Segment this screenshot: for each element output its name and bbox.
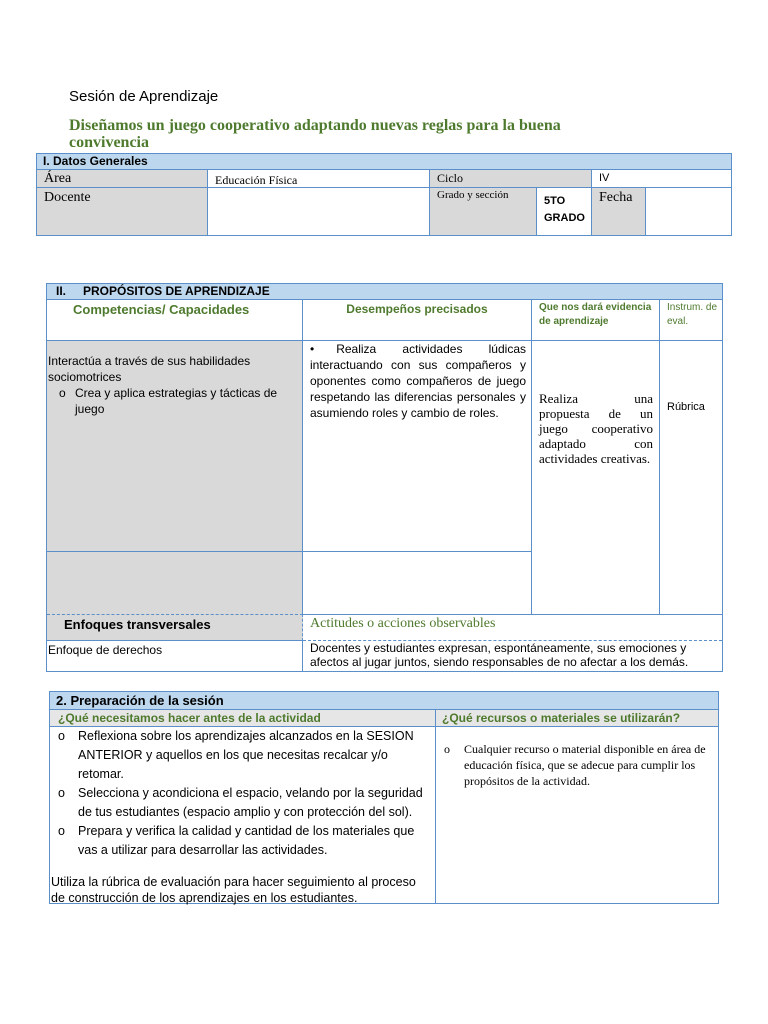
desempeno-text: • Realiza actividades lúdicas interactuando con sus compañeros y oponentes como compañeros de juego respetando las diferencias personales y asumiendo roles y cambio de roles. [310,342,526,420]
grado-value-line1: 5TO [544,195,566,207]
desempeno-bullet: • [310,342,315,356]
col-instrumento: Instrum. de eval. [660,300,722,341]
nota-text: Utiliza la rúbrica de evaluación para hacer seguimiento al proceso de construcción de los aprendizajes en los estudiantes. [51,875,416,905]
actitudes-label: Actitudes o acciones observables [303,614,722,641]
col-recursos: ¿Qué recursos o materiales se utilizarán? [436,710,718,727]
enfoque-value: Enfoque de derechos [47,641,303,671]
competencia-cell [47,341,303,552]
list-item: o Reflexiona sobre los aprendizajes alcanzados en la SESION ANTERIOR y aquellos en los que necesitas recalcar y/o retomar. [58,729,414,781]
datos-generales-table [36,153,732,236]
fecha-value [646,188,731,235]
propositos-table [46,283,723,672]
grado-label: Grado y sección [430,188,537,235]
col-competencias: Competencias/ Capacidades [47,300,303,341]
antes-cell [50,727,436,903]
desempeno-cell [303,341,532,552]
capacidad-bullet: o [59,386,66,400]
list-item: o Prepara y verifica la calidad y cantidad de los materiales que vas a utilizar para desarrollar las actividades. [58,824,415,857]
propositos-header [47,284,722,300]
empty-competencia-cell [47,552,303,615]
evidencia-cell: Realiza una propuesta de un juego cooperativo adaptado con actividades creativas. [532,341,660,615]
capacidad-text: Crea y aplica estrategias y tácticas de juego [75,386,278,416]
recursos-cell [436,727,718,903]
capacidad-item [48,385,300,417]
list-item: o Selecciona y acondiciona el espacio, velando por la seguridad de tus estudiantes (espacio amplio y con protección del sol). [58,786,423,819]
preparacion-header: 2. Preparación de la sesión [50,692,718,710]
ciclo-value: IV [592,170,731,188]
preparacion-table [49,691,719,904]
fecha-label: Fecha [592,188,646,235]
col-evidencia: Que nos dará evidencia de aprendizaje [532,300,660,341]
session-subtitle: Diseñamos un juego cooperativo adaptando nuevas reglas para la buena convivencia [69,117,561,151]
recurso-text: Cualquier recurso o material disponible en área de educación física, que se adecue para cumplir los propósitos de la actividad. [464,742,706,788]
grado-value-line2: GRADO [544,212,585,224]
page-title: Sesión de Aprendizaje [69,88,219,105]
propositos-number: II. [56,284,67,298]
instrumento-cell: Rúbrica [660,341,722,615]
actitud-value: Docentes y estudiantes expresan, espontáneamente, sus emociones y afectos al jugar juntos, siendo responsables de no afectar a los demás. [310,641,689,669]
docente-label: Docente [37,188,208,235]
col-antes: ¿Qué necesitamos hacer antes de la actividad [50,710,436,727]
ciclo-label: Ciclo [430,170,592,188]
grado-value [537,188,592,235]
propositos-title: PROPÓSITOS DE APRENDIZAJE [83,284,270,298]
enfoques-label: Enfoques transversales [47,614,303,641]
empty-desempeno-cell [303,552,532,615]
datos-generales-header: I. Datos Generales [37,154,731,170]
recurso-bullet: o [444,742,450,756]
competencia-text: Interactúa a través de sus habilidades sociomotrices [48,354,251,384]
area-value: Educación Física [208,170,430,188]
area-label: Área [37,170,208,188]
antes-list [50,727,431,860]
docente-value [208,188,430,235]
col-desempenos: Desempeños precisados [303,300,532,341]
